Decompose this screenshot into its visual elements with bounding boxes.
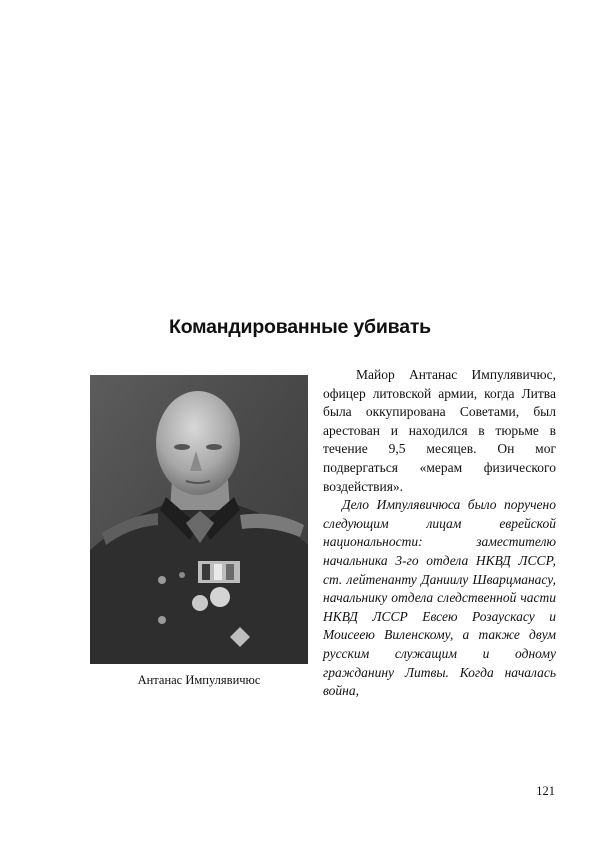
paragraph-case: Дело Импулявичюса было поручено следующим лицам еврейской национальности: заместителю начальника 3-го отдела НКВД ЛССР, ст. лейтенанту Даниилу Шварцманасу, начальнику отдела следственной части НКВД ЛССР Евсею Розаускасу и Моисеею Виленскому, а также двум русским служащим и одному гражданину Литвы. Когда началась война, — [323, 497, 556, 699]
page-number: 121 — [536, 784, 555, 798]
officer-portrait-image — [90, 375, 308, 664]
portrait-photo — [90, 375, 308, 664]
paragraph-intro: Майор Антанас Импулявичюс, офицер литовской армии, когда Литва была оккупирована Советами, был арестован и находился в тюрьме в течение 9,5 месяцев. Он мог подвергаться «мерам физического воздействия». — [323, 367, 556, 494]
photo-caption: Антанас Импулявичюс — [137, 673, 261, 687]
chapter-title: Командированные убивать — [169, 316, 431, 338]
body-text — [323, 366, 556, 701]
